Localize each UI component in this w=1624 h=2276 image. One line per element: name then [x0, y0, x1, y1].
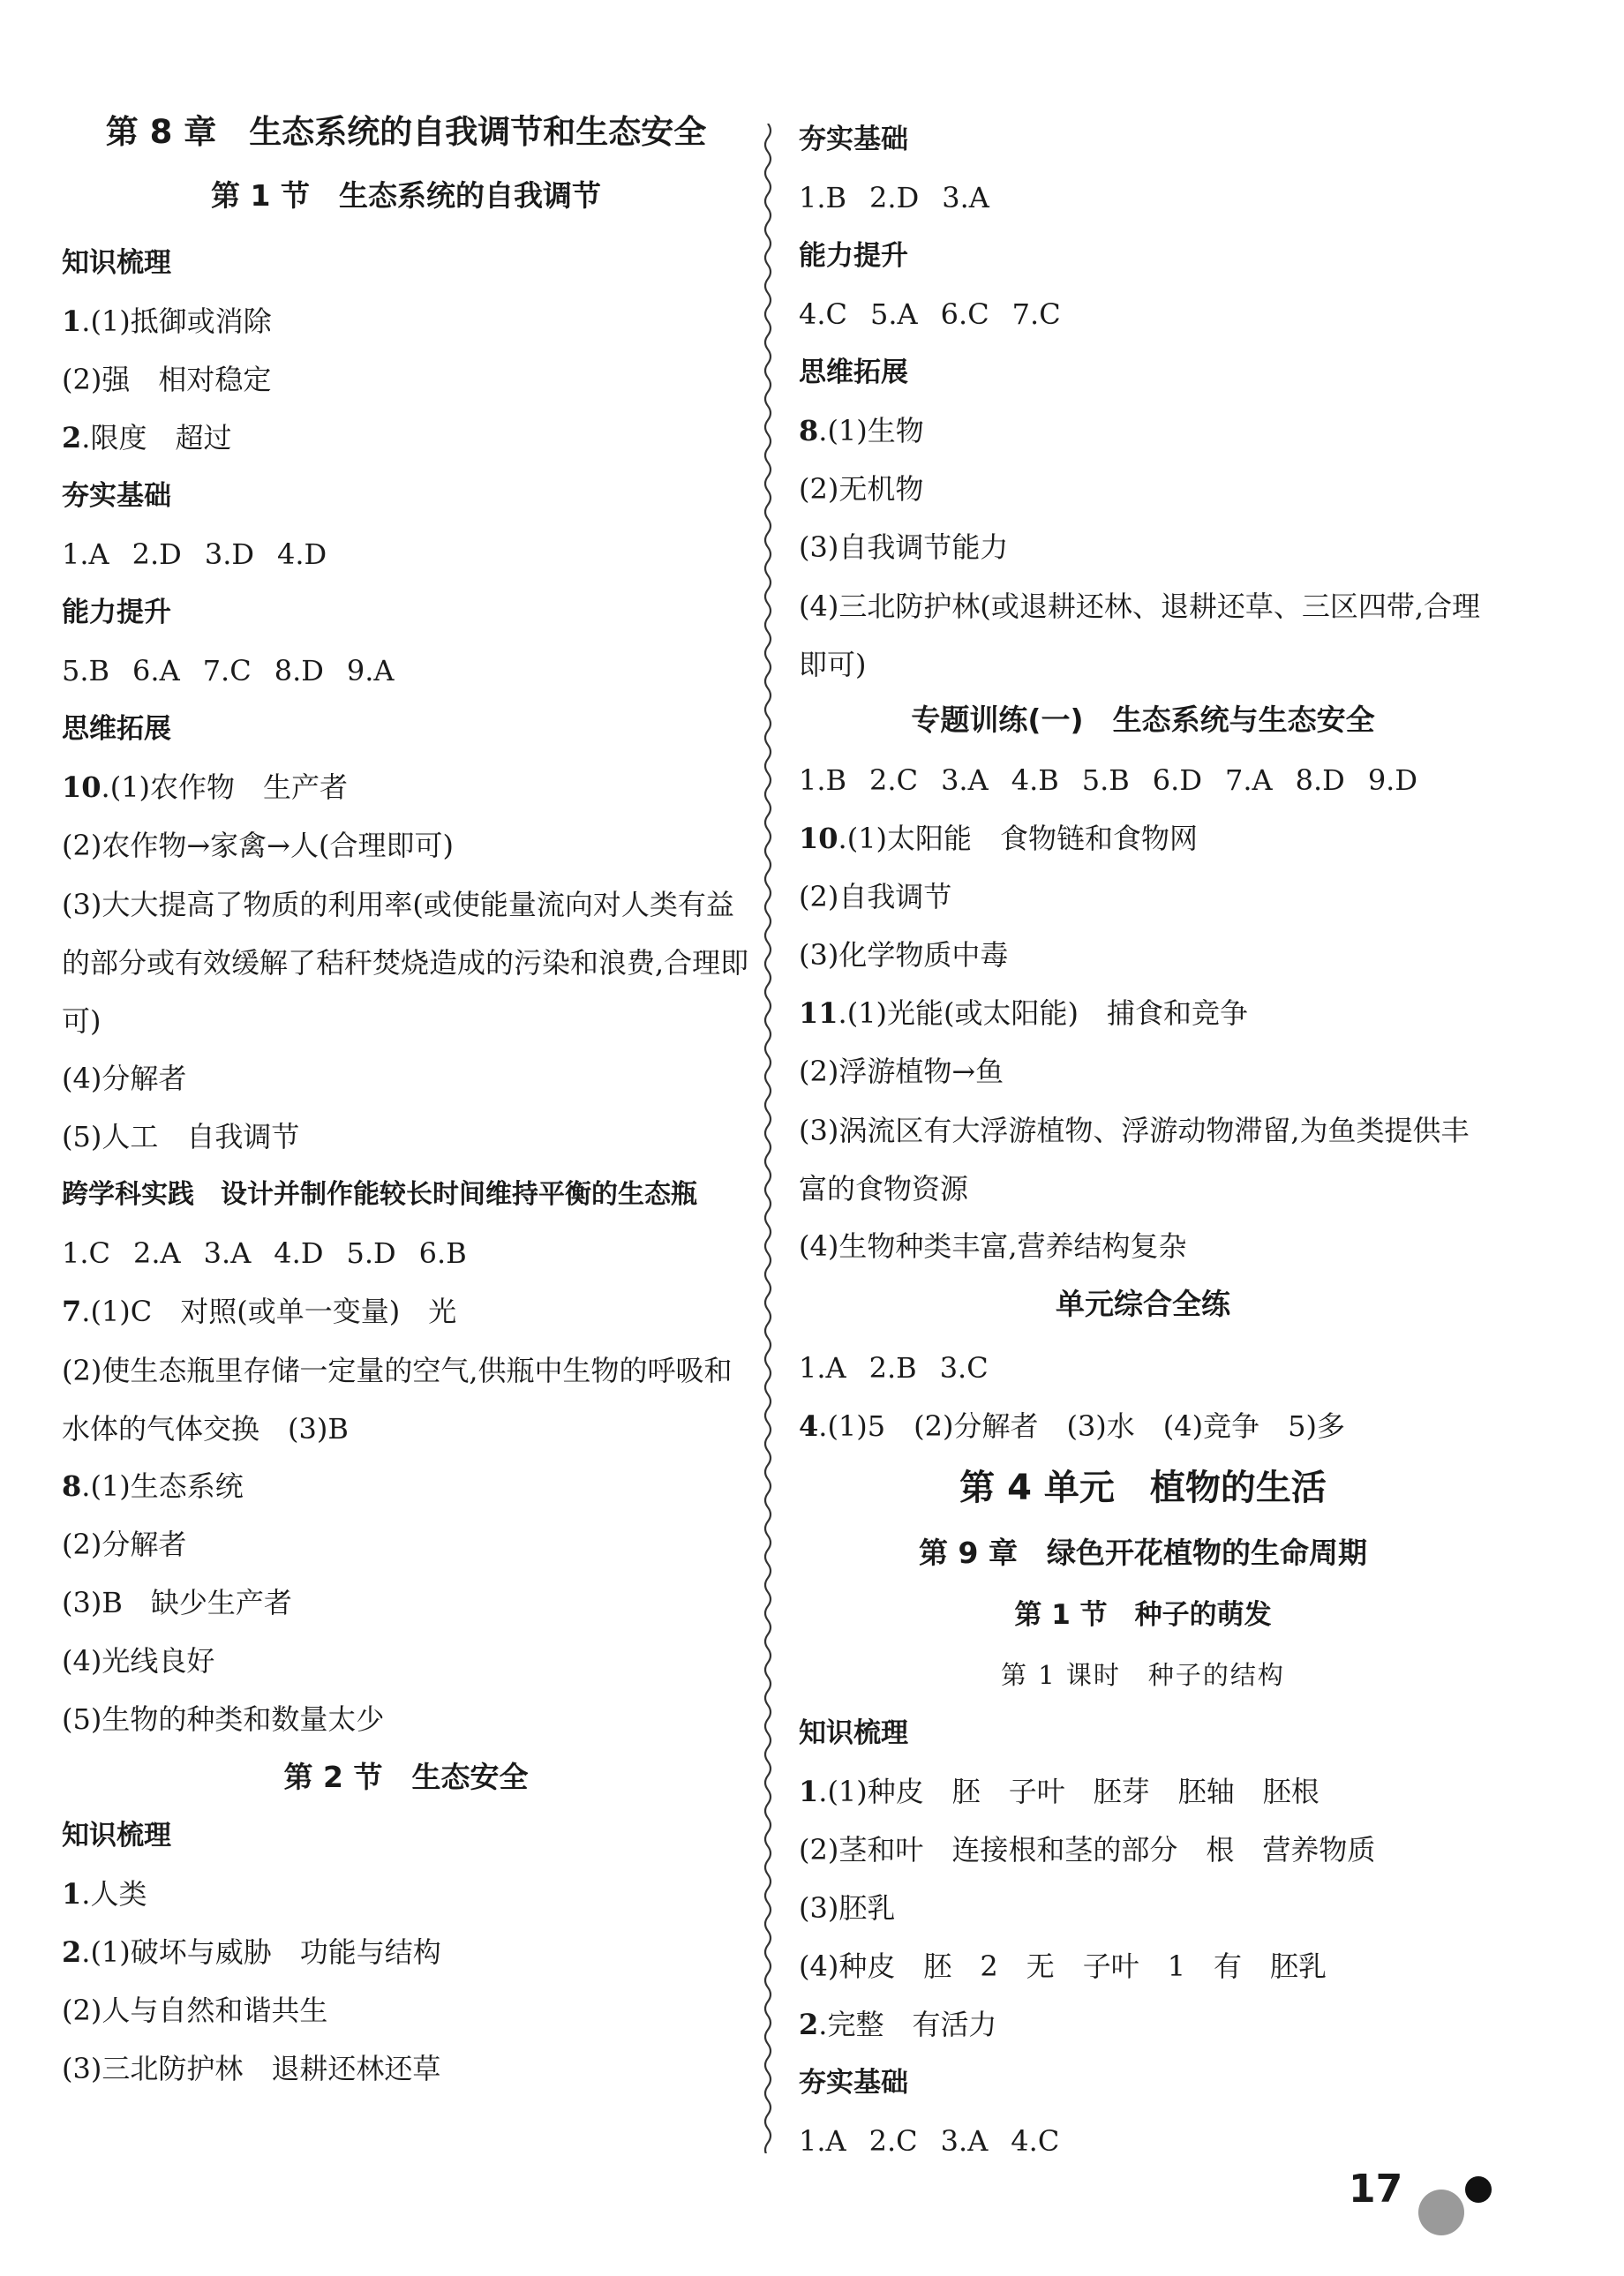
answer-line: (3)三北防护林 退耕还林还草: [62, 2052, 441, 2085]
subheading: 夯实基础: [62, 480, 171, 512]
subheading: 知识梳理: [799, 1717, 908, 1749]
answer-line: 7.(1)C 对照(或单一变量) 光: [62, 1295, 457, 1328]
answer-line: (2)浮游植物→鱼: [799, 1055, 1004, 1088]
subheading: 能力提升: [62, 597, 171, 628]
answer-line: (3)自我调节能力: [799, 530, 1009, 564]
answer-line: 2.限度 超过: [62, 421, 232, 454]
answer-line: 1.(1)抵御或消除: [62, 304, 272, 338]
answer-line: (2)茎和叶 连接根和茎的部分 根 营养物质: [799, 1833, 1376, 1867]
chapter-title: 第 8 章 生态系统的自我调节和生态安全: [105, 113, 707, 151]
answer-row: 5.B 6.A 7.C 8.D 9.A: [62, 654, 395, 687]
section-title: 第 1 节 种子的萌发: [1014, 1599, 1272, 1631]
subheading: 夯实基础: [799, 2067, 908, 2099]
answer-line: (3)化学物质中毒: [799, 938, 1009, 972]
answer-line: (4)种皮 胚 2 无 子叶 1 有 胚乳: [799, 1949, 1327, 1983]
answer-line: (4)分解者: [62, 1062, 187, 1095]
answer-line: (3)B 缺少生产者: [62, 1586, 292, 1619]
answer-line: 2.(1)破坏与威胁 功能与结构: [62, 1935, 441, 1969]
badge-circle-dark: [1465, 2176, 1492, 2203]
answer-line: (2)分解者: [62, 1528, 187, 1561]
answer-line: 10.(1)农作物 生产者: [62, 770, 349, 804]
practice-title: 跨学科实践 设计并制作能较长时间维持平衡的生态瓶: [62, 1179, 697, 1210]
answer-paragraph: (2)使生态瓶里存储一定量的空气,供瓶中生物的呼吸和水体的气体交换 (3)B: [62, 1354, 733, 1446]
answer-line: (2)农作物→家禽→人(合理即可): [62, 829, 454, 862]
answer-line: (2)人与自然和谐共生: [62, 1994, 328, 2027]
answer-line: 4.(1)5 (2)分解者 (3)水 (4)竞争 5)多: [799, 1409, 1345, 1443]
answer-line: 10.(1)太阳能 食物链和食物网: [799, 822, 1199, 855]
answer-row: 4.C 5.A 6.C 7.C: [799, 297, 1061, 331]
answer-line: (5)人工 自我调节: [62, 1120, 300, 1153]
answer-line: (2)强 相对稳定: [62, 363, 272, 396]
answer-line: 8.(1)生态系统: [62, 1469, 244, 1503]
answer-line: 2.完整 有活力: [799, 2008, 997, 2041]
answer-line: (5)生物的种类和数量太少: [62, 1702, 385, 1736]
answer-row: 1.B 2.D 3.A: [799, 181, 989, 214]
section-title: 第 1 节 生态系统的自我调节: [211, 178, 601, 213]
subheading: 夯实基础: [799, 124, 908, 155]
answer-line: 1.(1)种皮 胚 子叶 胚芽 胚轴 胚根: [799, 1775, 1320, 1808]
answer-line: 11.(1)光能(或太阳能) 捕食和竞争: [799, 996, 1249, 1030]
answer-row: 1.A 2.B 3.C: [799, 1351, 989, 1385]
page-number: 17: [1349, 2167, 1403, 2212]
section-title: 第 2 节 生态安全: [283, 1760, 529, 1794]
answer-line: 8.(1)生物: [799, 414, 924, 447]
answer-paragraph: (3)涡流区有大浮游植物、浮游动物滞留,为鱼类提供丰富的食物资源: [799, 1114, 1470, 1206]
chapter-title: 第 9 章 绿色开花植物的生命周期: [919, 1536, 1367, 1570]
answer-paragraph: (4)三北防护林(或退耕还林、退耕还草、三区四带,合理即可): [799, 590, 1480, 681]
unit-title: 第 4 单元 植物的生活: [959, 1468, 1327, 1508]
answer-line: (4)光线良好: [62, 1644, 215, 1678]
answer-line: 1.人类: [62, 1877, 147, 1911]
unit-review-title: 单元综合全练: [1056, 1287, 1230, 1321]
answer-row: 1.A 2.C 3.A 4.C: [799, 2124, 1060, 2158]
answer-line: (2)无机物: [799, 472, 924, 506]
answer-line: (4)生物种类丰富,营养结构复杂: [799, 1229, 1187, 1263]
answer-row: 1.A 2.D 3.D 4.D: [62, 537, 327, 571]
subheading: 思维拓展: [799, 357, 908, 388]
subheading: 思维拓展: [62, 713, 171, 745]
answer-line: (2)自我调节: [799, 880, 952, 913]
answer-row: 1.B 2.C 3.A 4.B 5.B 6.D 7.A 8.D 9.D: [799, 763, 1417, 797]
subheading: 知识梳理: [62, 247, 171, 279]
subheading: 知识梳理: [62, 1820, 171, 1852]
answer-line: (3)胚乳: [799, 1891, 896, 1925]
answer-paragraph: (3)大大提高了物质的利用率(或使能量流向对人类有益的部分或有效缓解了秸秆焚烧造成的污染和浪费,合理即可): [62, 888, 749, 1038]
special-training-title: 专题训练(一) 生态系统与生态安全: [911, 702, 1375, 737]
answer-row: 1.C 2.A 3.A 4.D 5.D 6.B: [62, 1236, 467, 1270]
badge-circle-gray: [1418, 2190, 1464, 2235]
lesson-title: 第 1 课时 种子的结构: [1001, 1660, 1285, 1690]
column-divider: [761, 124, 775, 2153]
subheading: 能力提升: [799, 240, 908, 272]
